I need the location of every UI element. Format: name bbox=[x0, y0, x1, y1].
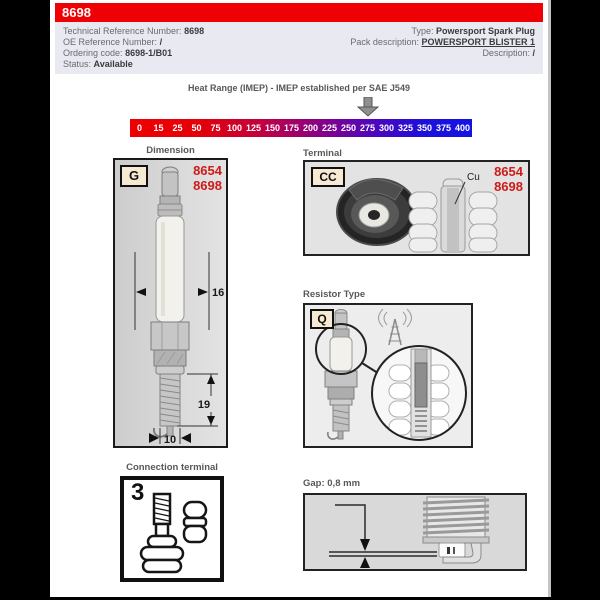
heat-range-tick: 50 bbox=[191, 123, 202, 133]
copper-core-cutaway bbox=[409, 172, 497, 252]
heat-range-tick: 175 bbox=[283, 123, 300, 133]
gap-box bbox=[303, 493, 527, 571]
heat-range-tick: 200 bbox=[302, 123, 319, 133]
heat-range-tick: 400 bbox=[454, 123, 471, 133]
info-left-column bbox=[63, 26, 204, 70]
heat-range-tick: 25 bbox=[172, 123, 183, 133]
info-row-pack-description: Pack description: POWERSPORT BLISTER 1 bbox=[350, 37, 535, 47]
copper-label: Cu bbox=[467, 172, 480, 183]
heat-range-tick: 225 bbox=[321, 123, 338, 133]
resistor-box bbox=[303, 303, 473, 448]
heat-range-tick: 300 bbox=[378, 123, 395, 133]
heat-range-tick: 275 bbox=[359, 123, 376, 133]
heat-range-scale bbox=[130, 119, 472, 137]
resistor-section-title: Resistor Type bbox=[303, 289, 366, 300]
info-row-ordering-code: Ordering code: 8698-1/B01 bbox=[63, 48, 173, 58]
dimension-box bbox=[113, 158, 228, 448]
thread-diameter-value: 10 bbox=[163, 434, 177, 446]
gap-section-title: Gap: 0,8 mm bbox=[303, 478, 361, 489]
dimension-code-badge: G bbox=[120, 165, 148, 187]
threaded-stud bbox=[141, 494, 183, 572]
pack-description-link[interactable]: POWERSPORT BLISTER 1 bbox=[421, 37, 535, 47]
heat-range-tick: 375 bbox=[435, 123, 452, 133]
heat-range-tick: 150 bbox=[264, 123, 281, 133]
info-row-technical-reference: Technical Reference Number: 8698 bbox=[63, 26, 205, 36]
info-row-oe-reference: OE Reference Number: / bbox=[63, 37, 163, 47]
info-row-type: Type: Powersport Spark Plug bbox=[411, 26, 535, 36]
heat-range-tick: 75 bbox=[210, 123, 221, 133]
heat-range-indicator-arrow bbox=[357, 97, 379, 117]
connection-terminal-box bbox=[120, 476, 224, 582]
heat-range-tick: 350 bbox=[416, 123, 433, 133]
dimension-section-title: Dimension bbox=[146, 145, 195, 156]
info-row-status: Status: Available bbox=[63, 59, 133, 69]
resistor-code-badge: Q bbox=[310, 309, 334, 329]
heat-range-tick: 250 bbox=[340, 123, 357, 133]
terminal-nut bbox=[184, 502, 206, 542]
interference-tower-icon bbox=[379, 309, 412, 345]
thread-length-value: 19 bbox=[197, 399, 211, 411]
down-arrow-icon bbox=[357, 97, 379, 117]
heat-range-tick: 125 bbox=[245, 123, 262, 133]
resistor-zoom-view bbox=[372, 346, 466, 440]
dimension-19-annotation bbox=[177, 374, 218, 426]
hex-size-value: 16 bbox=[212, 287, 225, 299]
gap-dimension-annotation bbox=[329, 505, 437, 568]
connection-code-badge: 3 bbox=[131, 479, 145, 506]
terminal-code-badge: CC bbox=[311, 167, 345, 187]
info-panel bbox=[55, 22, 543, 74]
connection-terminal-section-title: Connection terminal bbox=[126, 462, 218, 473]
heat-range-tick: 325 bbox=[397, 123, 414, 133]
gap-illustration bbox=[305, 495, 525, 569]
plug-thread-end bbox=[423, 497, 489, 563]
page-title: 8698 bbox=[62, 5, 91, 20]
page-content bbox=[50, 0, 548, 597]
plug-tip-photo bbox=[337, 179, 417, 245]
info-row-description: Description: / bbox=[482, 48, 535, 58]
terminal-section-title: Terminal bbox=[303, 148, 342, 159]
terminal-ref-numbers: 8654 8698 bbox=[494, 164, 523, 194]
page-edge-shadow bbox=[548, 0, 551, 597]
info-right-column bbox=[350, 26, 535, 59]
heat-range-tick: 15 bbox=[153, 123, 164, 133]
heat-range-title: Heat Range (IMEP) - IMEP established per SAE J549 bbox=[188, 83, 410, 93]
terminal-box bbox=[303, 160, 530, 256]
dimension-ref-numbers: 8654 8698 bbox=[193, 163, 222, 193]
spark-plug-dimension-drawing bbox=[115, 160, 226, 446]
heat-range-tick: 0 bbox=[136, 123, 142, 133]
heat-range-tick: 100 bbox=[226, 123, 243, 133]
title-bar bbox=[55, 3, 543, 22]
